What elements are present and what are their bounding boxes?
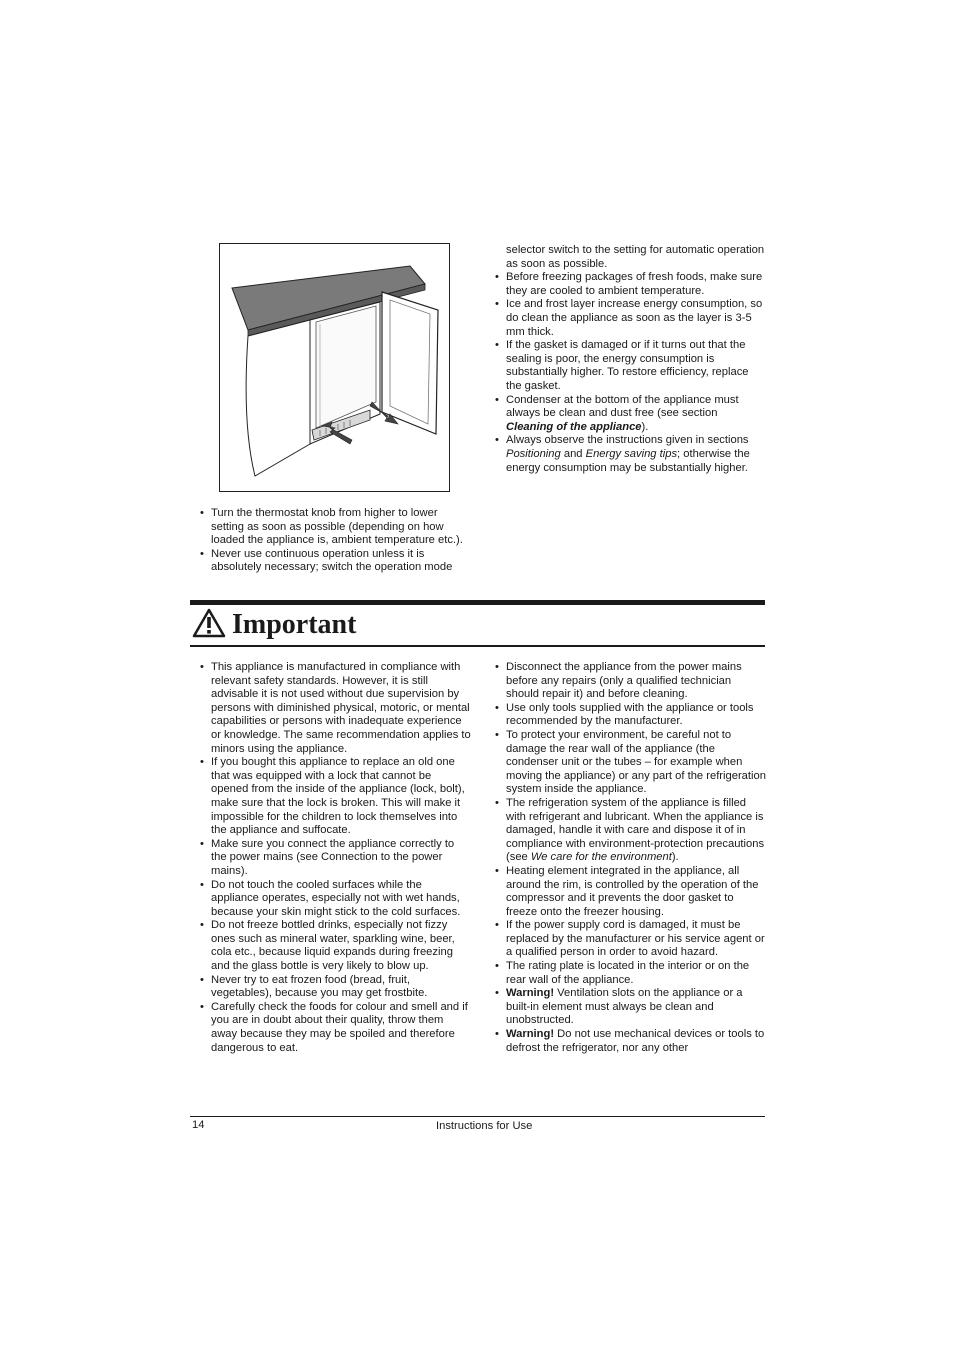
left-column [199,661,471,1055]
list-item: • If the gasket is damaged or if it turns out that the sealing is poor, the energy consumption is substantially higher. To restore efficiency, replace the gasket. [494,339,766,393]
page-number: 14 [192,1119,205,1131]
section-reference: Cleaning of the appliance [506,420,642,433]
continuation-text: selector switch to the setting for automatic operation as soon as possible. [506,244,765,270]
list-item: • Make sure you connect the appliance correctly to the power mains (see Connection to the power mains). [199,838,471,879]
list-item: • Heating element integrated in the appliance, all around the rim, is controlled by the operation of the compressor and it prevents the door gasket to freeze onto the freezer housing. [494,865,766,919]
list-item: • Before freezing packages of fresh foods, make sure they are cooled to ambient temperature. [494,271,766,298]
list-item: • Carefully check the foods for colour and smell and if you are in doubt about their quality, throw them away because they may be spoiled and therefore dangerous to eat. [199,1001,471,1055]
heading-rule-bottom [190,645,765,647]
list-item: • Never use continuous operation unless it is absolutely necessary; switch the operation mode [199,548,471,575]
list-item: • Disconnect the appliance from the power mains before any repairs (only a qualified technician should repair it) and before cleaning. [494,661,766,702]
section-reference: Energy saving tips [585,447,678,460]
list-item-refrigeration: • The refrigeration system of the appliance is filled with refrigerant and lubricant. When the appliance is damaged, handle it with care and dispose it of in compliance with environment-protection precautions (see We care for the environment). [494,797,766,865]
top-right-column [494,244,766,475]
list-item: • Turn the thermostat knob from higher to lower setting as soon as possible (depending on how loaded the appliance is, ambient temperature etc.). [199,507,471,548]
list-item: • Do not touch the cooled surfaces while the appliance operates, especially not with wet hands, because your skin might stick to the cold surfaces. [199,879,471,920]
list-item: • If the power supply cord is damaged, it must be replaced by the manufacturer or his service agent or a qualified person in order to avoid hazard. [494,919,766,960]
footer-rule [190,1116,765,1117]
ventilation-illustration [219,243,450,492]
warning-triangle-icon [192,608,226,643]
list-item-warning: • Warning! Do not use mechanical devices or tools to defrost the refrigerator, nor any other [494,1028,766,1055]
list-item-condenser: • Condenser at the bottom of the appliance must always be clean and dust free (see section Cleaning of the appliance). [494,394,766,435]
list-item: • To protect your environment, be careful not to damage the rear wall of the appliance (the condenser unit or the tubes – for example when moving the appliance) or any part of the refrigeration system inside the appliance. [494,729,766,797]
list-item: • Use only tools supplied with the appliance or tools recommended by the manufacturer. [494,702,766,729]
list-item: • Never try to eat frozen food (bread, fruit, vegetables), because you may get frostbite. [199,974,471,1001]
list-item-warning: • Warning! Ventilation slots on the appliance or a built-in element must always be clean and unobstructed. [494,987,766,1028]
right-column [494,661,766,1055]
section-title: Important [232,609,357,640]
list-item: • This appliance is manufactured in compliance with relevant safety standards. However, it is still advisable it is not used without due supervision by persons with diminished physical, motoric, or mental capabilities or persons with inadequate experience or knowledge. The same recommendation applies to minors using the appliance. [199,661,471,756]
list-item: • If you bought this appliance to replace an old one that was equipped with a lock that cannot be opened from the inside of the appliance (lock, bolt), make sure that the lock is broken. This will make it impossible for the children to lock themselves into the appliance and suffocate. [199,756,471,838]
heading-rule-top [190,600,765,605]
footer-title: Instructions for Use [436,1120,533,1132]
warning-label: Warning! [506,987,555,1000]
built-in-refrigerator-illustration [220,244,449,491]
list-item-observe: • Always observe the instructions given in sections Positioning and Energy saving tips; otherwise the energy consumption may be substantially higher. [494,434,766,475]
section-reference: We care for the environment [530,851,672,864]
top-left-column [199,507,471,575]
list-item: • Do not freeze bottled drinks, especially not fizzy ones such as mineral water, sparkling wine, beer, cola etc., because liquid expands during freezing and the glass bottle is very likely to blow up. [199,919,471,973]
section-reference: Positioning [506,447,561,460]
important-heading [192,606,356,644]
warning-label: Warning! [506,1028,555,1041]
list-item: • The rating plate is located in the interior or on the rear wall of the appliance. [494,960,766,987]
list-item: • Ice and frost layer increase energy consumption, so do clean the appliance as soon as the layer is 3-5 mm thick. [494,298,766,339]
